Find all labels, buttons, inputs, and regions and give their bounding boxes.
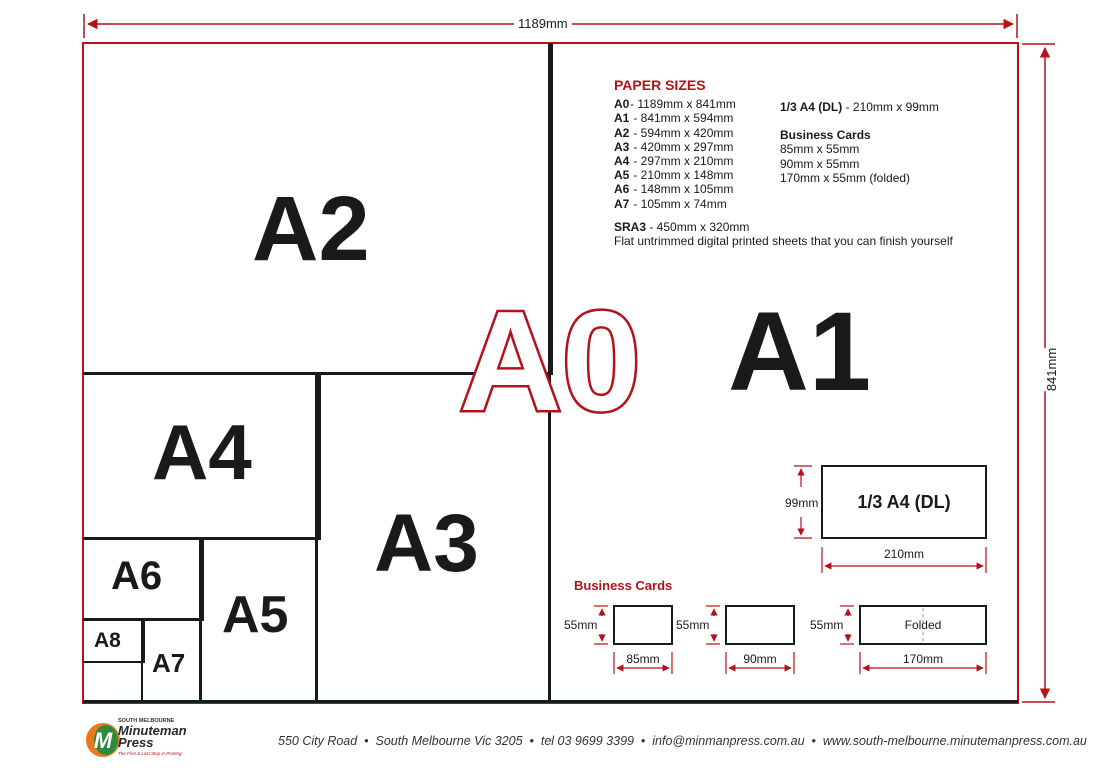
sra3-size: - 450mm x 320mm — [646, 219, 750, 234]
business-cards-list-heading: Business Cards — [780, 128, 871, 143]
minuteman-logo-icon — [84, 721, 122, 759]
label-a3: A3 — [374, 498, 479, 589]
business-cards-diagram — [560, 595, 1010, 675]
dl-size: - 210mm x 99mm — [842, 100, 939, 114]
dl-label: 1/3 A4 (DL) — [857, 492, 951, 512]
business-card-label: Folded — [904, 618, 942, 632]
business-cards-list — [780, 142, 1010, 185]
business-card-width: 85mm — [626, 652, 660, 666]
footer-address: 550 City Road • South Melbourne Vic 3205 • tel 03 9699 3399 • info@minmanpress.com.au • www.south-melbourne.minutemanpress.com.au — [278, 734, 1087, 748]
logo-small-text: SOUTH MELBOURNE — [118, 718, 175, 724]
logo-line1: Minuteman — [118, 723, 187, 738]
width-label: 1189mm — [514, 16, 572, 31]
label-a0-text: A0 — [459, 285, 641, 425]
business-card-height: 55mm — [676, 618, 710, 632]
business-card-width: 90mm — [743, 652, 777, 666]
dl-name: 1/3 A4 (DL) — [780, 100, 843, 114]
sheet-bottom-line — [83, 700, 1018, 703]
paper-size-value: - 420mm x 297mm — [630, 139, 734, 154]
paper-size-row — [614, 197, 1014, 211]
sheet-a3-divider — [315, 372, 318, 703]
label-a5: A5 — [222, 586, 289, 644]
label-a0 — [440, 285, 660, 425]
paper-size-name: A3 — [614, 139, 630, 154]
label-a4: A4 — [152, 408, 252, 496]
label-a7: A7 — [152, 648, 186, 678]
logo-tagline: The First & Last Stop in Printing — [118, 751, 182, 756]
paper-size-name: A1 — [614, 111, 630, 126]
sra3-note: Flat untrimmed digital printed sheets that you can finish yourself — [614, 234, 953, 249]
business-card-rect — [614, 606, 672, 644]
business-card-height: 55mm — [564, 618, 598, 632]
label-a8: A8 — [94, 629, 121, 652]
business-card-size: 85mm x 55mm — [780, 142, 860, 157]
dl-width-label: 210mm — [883, 547, 925, 561]
sheet-a5-divider — [199, 537, 202, 703]
paper-size-name: A0 — [614, 97, 630, 112]
paper-size-value: - 105mm x 74mm — [630, 196, 727, 211]
logo-line2: Press — [118, 735, 154, 750]
sra3-name: SRA3 — [614, 219, 647, 234]
paper-sizes-heading: PAPER SIZES — [614, 77, 706, 93]
label-a1: A1 — [728, 289, 872, 414]
dl-height-label: 99mm — [785, 496, 819, 510]
paper-size-name: A5 — [614, 168, 630, 183]
business-card-size: 170mm x 55mm (folded) — [780, 170, 911, 185]
label-a2: A2 — [252, 178, 370, 280]
business-card-width: 170mm — [902, 652, 944, 666]
paper-size-value: - 594mm x 420mm — [630, 125, 734, 140]
minuteman-logo — [84, 718, 214, 762]
dl-row — [780, 100, 1010, 114]
paper-size-value: - 1189mm x 841mm — [630, 97, 736, 112]
business-cards-heading: Business Cards — [574, 578, 673, 593]
sra3-row — [614, 220, 1014, 234]
paper-size-value: - 210mm x 148mm — [630, 168, 734, 183]
paper-size-value: - 841mm x 594mm — [630, 111, 734, 126]
height-label: 841mm — [1044, 347, 1060, 392]
business-card-rect — [726, 606, 794, 644]
business-card-height: 55mm — [810, 618, 844, 632]
dl-and-cards-panel — [780, 100, 1010, 185]
business-card-size: 90mm x 55mm — [780, 156, 860, 171]
paper-size-value: - 148mm x 105mm — [630, 182, 734, 197]
label-a6: A6 — [111, 554, 163, 598]
paper-size-name: A6 — [614, 182, 630, 197]
svg-text:M: M — [93, 728, 113, 753]
dl-diagram — [780, 455, 1010, 580]
paper-size-value: - 297mm x 210mm — [630, 154, 734, 169]
sheet-a7-divider — [141, 620, 143, 703]
paper-size-name: A4 — [614, 154, 630, 169]
paper-size-name: A7 — [614, 196, 630, 211]
paper-size-name: A2 — [614, 125, 630, 140]
